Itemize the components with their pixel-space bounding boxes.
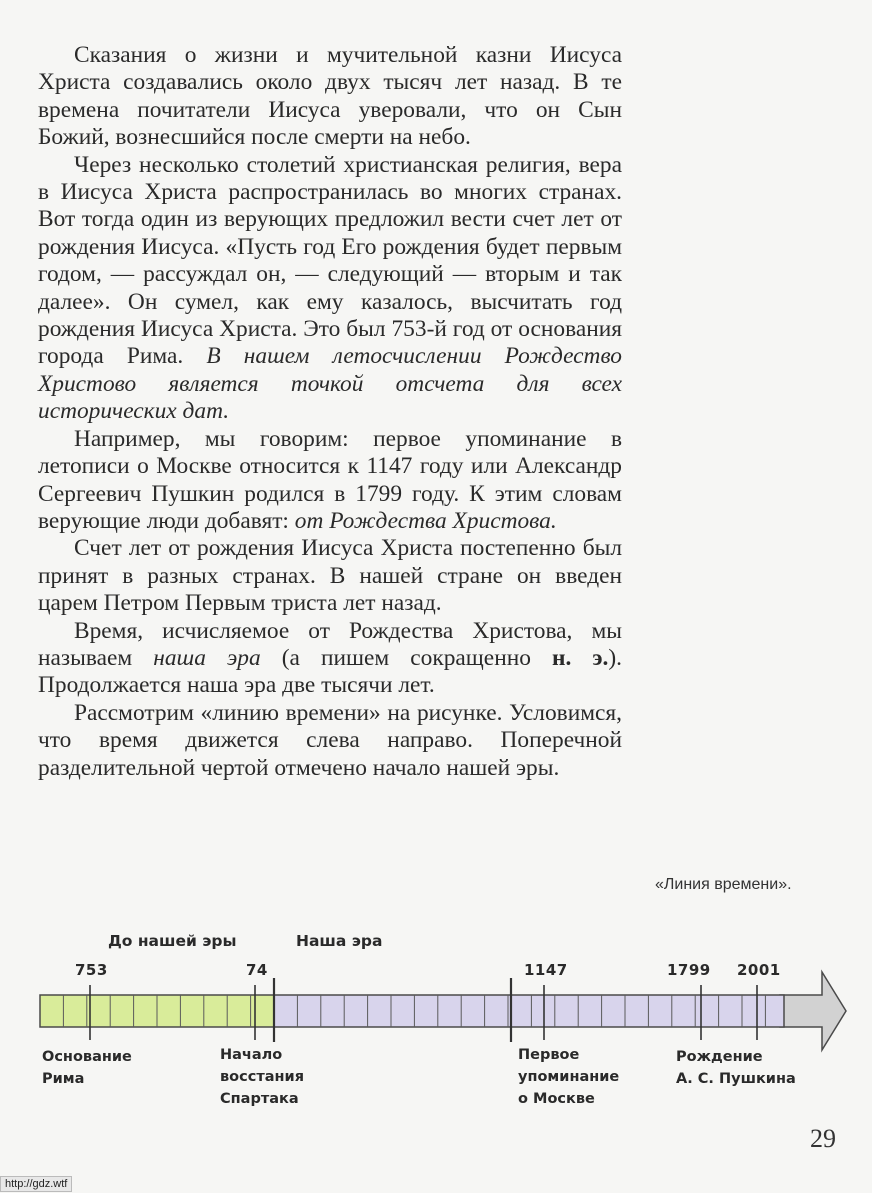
timeline-arrow-head <box>780 972 846 1050</box>
event-pushkin: Рождение А. С. Пушкина <box>676 1049 796 1087</box>
year-753: 753 <box>75 961 108 979</box>
figure-caption: «Линия времени». <box>655 876 792 893</box>
timeline-ad-segment <box>274 995 784 1027</box>
year-1147: 1147 <box>524 961 568 979</box>
event-rome: Основание Рима <box>42 1049 132 1087</box>
paragraph-3: Например, мы говорим: первое упоминание в летописи о Москве относится к 1147 году или Александр Сергеевич Пушкин родился в 1799 году. К этим словам верующие люди добавят: от Рождества Христова. <box>38 425 622 534</box>
paragraph-5: Время, исчисляемое от Рождества Христова, мы называем наша эра (а пишем сокращенно н. э.). Продолжается наша эра две тысячи лет. <box>38 617 622 699</box>
year-1799: 1799 <box>667 961 711 979</box>
paragraph-4: Счет лет от рождения Иисуса Христа постепенно был принят в разных странах. В нашей стране он введен царем Петром Первым триста лет назад. <box>38 535 622 617</box>
watermark-link[interactable]: http://gdz.wtf <box>0 1176 72 1192</box>
year-2001: 2001 <box>737 961 781 979</box>
era-ad-label: Наша эра <box>296 932 383 950</box>
paragraph-6: Рассмотрим «линию времени» на рисунке. Условимся, что время движется слева направо. Поперечной разделительной чертой отмечено начало нашей эры. <box>38 699 622 781</box>
event-moscow: Первое упоминание о Москве <box>518 1047 620 1107</box>
year-74: 74 <box>246 961 268 979</box>
page-number: 29 <box>810 1124 836 1153</box>
paragraph-2: Через несколько столетий христианская религия, вера в Иисуса Христа распространилась во многих странах. Вот тогда один из верующих предложил вести счет лет от рождения Иисуса. «Пусть год Его рождения будет первым годом, — рассуждал он, — следующий — вторым и так далее». Он сумел, как ему казалось, высчитать год рождения Иисуса Христа. Это был 753-й год от основания города Рима. В нашем летосчислении Рождество Христово является точкой отсчета для всех исторических дат. <box>38 151 622 425</box>
event-spartacus: Начало восстания Спартака <box>220 1047 305 1107</box>
paragraph-1: Сказания о жизни и мучительной казни Иисуса Христа создавались около двух тысяч лет назад. В те времена почитатели Иисуса уверовали, что он Сын Божий, вознесшийся после смерти на небо. <box>38 42 622 151</box>
era-bc-label: До нашей эры <box>108 932 237 950</box>
